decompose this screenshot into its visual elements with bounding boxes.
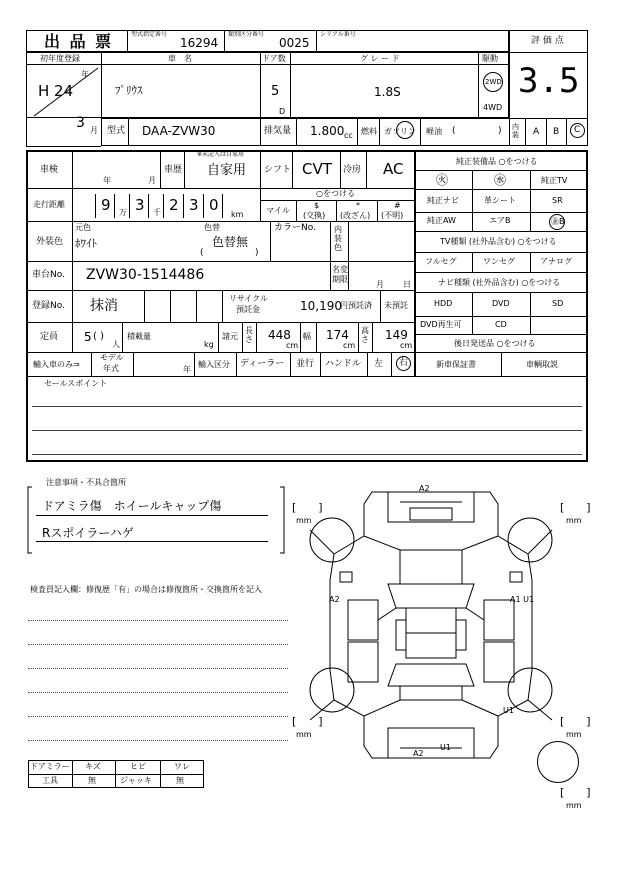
color-label: 外装色	[36, 237, 64, 247]
doors-label: ドア数	[262, 54, 286, 63]
chassis-value: ZVW30-1514486	[86, 267, 205, 283]
model-year-label-1: モデル	[100, 353, 124, 362]
mile-opt-2b: (交換)	[303, 211, 326, 220]
mark-rear-right: U1	[503, 706, 514, 715]
car-name: ﾌﾟﾘｳｽ	[115, 84, 143, 97]
recycle-not: 未預託	[384, 301, 408, 310]
tread-mm-rr: mm	[566, 730, 582, 739]
mark-left-side: A2	[329, 595, 340, 604]
first-reg-label: 初年度登録	[40, 54, 80, 63]
len-label: 長さ	[245, 326, 253, 344]
drive-2wd: 2WD	[485, 78, 502, 86]
unit-km: km	[231, 210, 244, 219]
equip-airbag: エアB	[489, 216, 511, 225]
class-no-label: 類別区分番号	[228, 31, 265, 38]
interior-a: A	[533, 127, 540, 137]
later-manual: 車輌取説	[526, 360, 558, 369]
reg-era: H 24	[38, 82, 74, 100]
drive-label: 駆動	[482, 54, 498, 63]
navi-hdd: HDD	[434, 299, 453, 308]
type-no-label: 型式指定番号	[131, 31, 168, 38]
diagonal-slash	[30, 66, 100, 118]
sheet-title: 出 品 票	[44, 32, 114, 51]
repaint-value: 色替無	[212, 235, 249, 249]
tread-mm-rl: mm	[296, 730, 312, 739]
tread-bracket-spare: [ ]	[560, 786, 591, 799]
mile-opt-2a: $	[314, 201, 320, 210]
inspector-note: 検査員記入欄：修復歴「有」の場合は修復箇所・交換箇所を記入	[30, 585, 262, 594]
load-label: 積載量	[127, 332, 151, 341]
tread-bracket-rr: [ ]	[560, 715, 591, 728]
history-value: 自家用	[207, 163, 247, 178]
color-no-label: カラーNo.	[274, 223, 316, 233]
transfer-month: 月	[376, 280, 384, 289]
model-year-label-2: 年式	[103, 364, 119, 373]
hgt-unit: cm	[400, 341, 413, 350]
later-warranty: 新車保証書	[436, 360, 476, 369]
score-value: 3.5	[518, 61, 580, 101]
len-value: 448	[268, 328, 291, 342]
caution-label: 注意事項・不具合箇所	[46, 478, 126, 487]
wid-value: 174	[326, 328, 349, 342]
fuel-diesel: 軽油	[426, 127, 442, 136]
equip-aw: 純正AW	[427, 216, 456, 225]
mile-digit-1: 9	[101, 196, 111, 214]
car-diagram	[300, 480, 560, 770]
disp-unit: cc	[344, 131, 353, 140]
legend-tools: 工具	[42, 776, 58, 785]
len-unit: cm	[286, 341, 299, 350]
shift-value: CVT	[302, 160, 332, 178]
wid-label: 幅	[303, 332, 311, 341]
reg-value: 抹消	[90, 298, 118, 314]
transfer-label: 名変期限	[332, 265, 348, 284]
legend-tools-val: 無	[88, 776, 96, 785]
mile-opt-4a: #	[394, 201, 401, 210]
tread-mm-spare: mm	[566, 801, 582, 810]
cool-label: 冷房	[343, 165, 362, 175]
score-label: 評 価 点	[531, 36, 564, 46]
grade-value: 1.8S	[374, 85, 401, 99]
diesel-bracket-l: (	[452, 126, 456, 136]
recycle-label-2: 預託金	[236, 305, 260, 314]
orig-color: ﾎﾜｲﾄ	[75, 237, 97, 250]
note-line-1: ドアミラ傷 ホイールキャップ傷	[42, 499, 222, 513]
mile-opt-note: ○をつける	[316, 189, 355, 198]
unit-sen: 千	[153, 208, 161, 217]
tv-analog: アナログ	[540, 257, 572, 266]
right-handle: 右	[399, 358, 409, 368]
tv-full: フルセグ	[425, 257, 457, 266]
equip-ac-icon: ㊋	[436, 173, 449, 187]
left-handle: 左	[374, 359, 384, 369]
import-type-label: 輸入区分	[198, 360, 230, 369]
history-label: 車歴	[164, 165, 183, 175]
equip-leather: 革シート	[484, 196, 516, 205]
tread-bracket-fr: [ ]	[560, 501, 591, 514]
navi-sd: SD	[552, 299, 564, 308]
model-year-unit: 年	[183, 365, 191, 374]
car-name-label: 車 名	[168, 54, 192, 63]
dim-label: 諸元	[222, 332, 238, 341]
mark-rear: A2	[413, 749, 424, 758]
tread-mm-fr: mm	[566, 516, 582, 525]
model-value: DAA-ZVW30	[142, 124, 216, 138]
mile-opt-1a: マイル	[266, 206, 290, 215]
transfer-day: 日	[403, 280, 411, 289]
month-unit: 月	[90, 126, 98, 135]
legend-scratch: キズ	[85, 762, 101, 771]
load-unit: kg	[204, 340, 214, 349]
recycle-unit: 円預託済	[340, 301, 372, 310]
mark-rear-u: U1	[440, 743, 451, 752]
mile-opt-3a: *	[356, 201, 360, 210]
interior-b: B	[553, 127, 560, 137]
mile-opt-3b: (改ざん)	[340, 211, 371, 220]
cool-value: AC	[383, 160, 404, 178]
navi-header: ナビ種類 (社外品含む) ○をつける	[438, 278, 561, 287]
fuel-label: 燃料	[361, 127, 377, 136]
repaint-bracket-r: )	[255, 248, 259, 258]
mark-right-side: A1 U1	[510, 595, 535, 604]
orig-color-label: 元色	[75, 223, 91, 232]
disp-label: 排気量	[264, 126, 292, 136]
mark-front: A2	[419, 484, 430, 493]
chassis-label: 車台No.	[32, 270, 65, 280]
import-label: 輸入車のみ⇒	[33, 360, 80, 369]
note-line-2: Rスポイラーハゲ	[42, 526, 134, 540]
equip-tv: 純正TV	[541, 176, 568, 185]
legend-jack-val: 無	[176, 776, 184, 785]
reg-month: 3	[76, 115, 85, 131]
class-no: 0025	[279, 36, 310, 50]
unit-man: 万	[119, 208, 127, 217]
fuel-gas-circle	[396, 121, 414, 139]
history-note: ※未記入は自家用	[197, 151, 245, 158]
mile-digit-3: 2	[169, 196, 179, 214]
year-unit: 年	[81, 70, 89, 79]
tread-bracket-rl: [ ]	[292, 715, 323, 728]
cap-paren: ( )	[93, 331, 104, 342]
later-header: 後日発送品 ○をつける	[454, 339, 536, 348]
handle-label: ハンドル	[325, 359, 362, 369]
sales-point-label: セールスポイント	[44, 379, 108, 388]
legend-mirror: ドアミラー	[30, 762, 70, 771]
repaint-label: 色替	[204, 223, 220, 232]
insp-year: 年	[103, 176, 111, 185]
tv-header: TV種類 (社外品含む) ○をつける	[440, 237, 557, 246]
dvd-cd: CD	[495, 320, 507, 329]
model-label: 型式	[107, 126, 126, 136]
interior-c: C	[574, 125, 581, 135]
recycle-value: 10,190	[300, 299, 342, 313]
tread-mm-fl: mm	[296, 516, 312, 525]
drive-4wd: 4WD	[483, 103, 503, 112]
mile-digit-2: 3	[135, 196, 145, 214]
type-no: 16294	[180, 36, 219, 50]
doors-suffix: D	[279, 107, 286, 116]
hgt-label: 高さ	[361, 326, 369, 344]
fuel-gas: ガソリン	[384, 127, 416, 136]
wid-unit: cm	[343, 341, 356, 350]
serial-label: シリアル番号	[320, 31, 356, 38]
int-color-label: 内装色	[334, 225, 342, 252]
diesel-bracket-r: )	[498, 126, 502, 136]
mile-digit-4: 3	[189, 196, 199, 214]
mile-digit-5: 0	[209, 196, 219, 214]
grade-label: グ レ ー ド	[360, 54, 400, 63]
hgt-value: 149	[385, 328, 408, 342]
disp-value: 1.800	[310, 124, 345, 138]
legend-jack: ジャッキ	[120, 776, 152, 785]
recycle-label-1: リサイクル	[229, 294, 268, 303]
equip-header: 純正装備品 ○をつける	[456, 157, 538, 166]
dealer: ディーラー	[240, 359, 285, 369]
cap-label: 定員	[40, 332, 59, 342]
reg-label: 登録No.	[32, 301, 65, 311]
cap-unit: 人	[112, 340, 120, 349]
tv-one: ワンセグ	[483, 257, 515, 266]
notes-bracket	[26, 485, 286, 555]
tread-bracket-fl: [ ]	[292, 501, 323, 514]
insp-month: 月	[148, 176, 156, 185]
legend-break: ワレ	[174, 762, 190, 771]
spare-tire	[537, 741, 579, 783]
interior-label: 内装	[512, 123, 519, 139]
parallel: 並行	[296, 359, 315, 369]
equip-navi: 純正ナビ	[427, 196, 459, 205]
cap-value: 5	[84, 330, 92, 344]
navi-dvd: DVD	[492, 299, 510, 308]
repaint-bracket-l: (	[200, 248, 204, 258]
legend-crack: ヒビ	[130, 762, 146, 771]
shift-label: シフト	[264, 165, 292, 175]
mileage-label: 走行距離	[33, 200, 65, 209]
mile-opt-4b: (不明)	[381, 211, 404, 220]
insp-label: 車検	[40, 165, 59, 175]
equip-sr: SR	[552, 196, 563, 205]
doors-value: 5	[271, 84, 280, 99]
dvd-play: DVD再生可	[420, 320, 462, 329]
equip-abs: ㊎B	[551, 217, 565, 226]
equip-pw-icon: ㊌	[494, 173, 507, 187]
